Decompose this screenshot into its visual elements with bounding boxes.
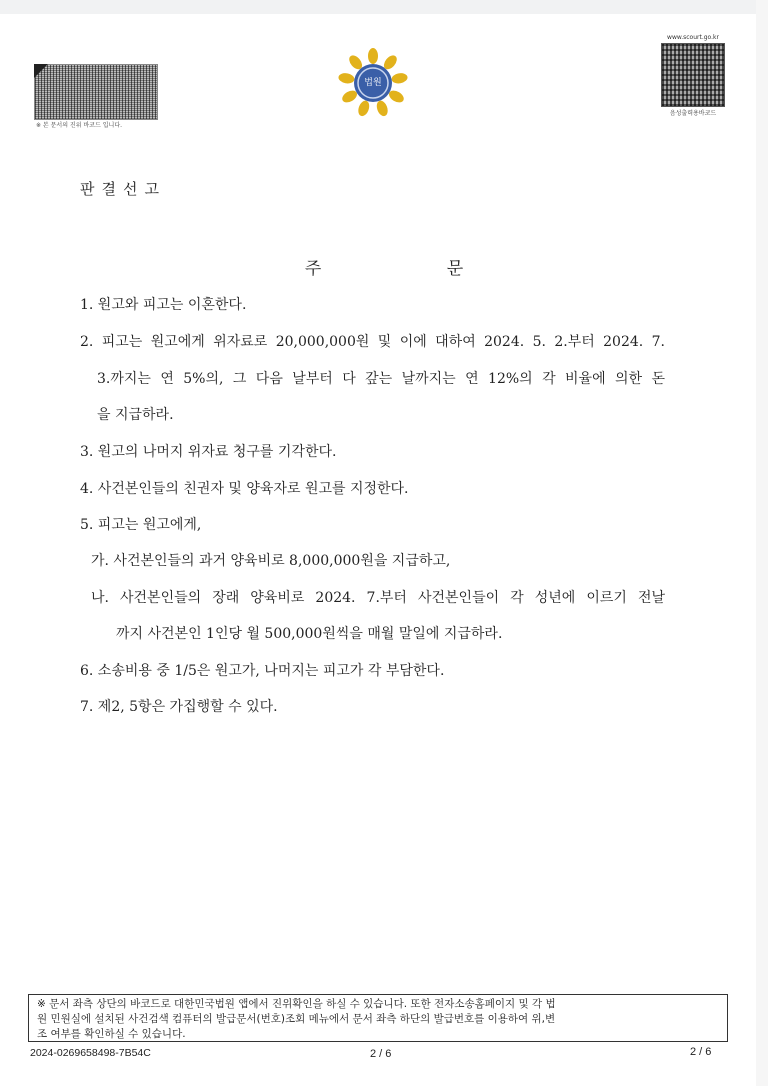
issue-number: 2024-0269658498-7B54C <box>30 1047 151 1059</box>
barcode-corner-mark <box>34 64 48 78</box>
ruling-item-7: 7. 제2, 5항은 가집행할 수 있다. <box>80 699 278 715</box>
barcode-pattern <box>34 64 158 120</box>
ruling-item-2-line-3: 을 지급하라. <box>97 407 174 423</box>
scan-right-band <box>756 0 768 1086</box>
ruling-item-1: 1. 원고와 피고는 이혼한다. <box>80 297 247 313</box>
notice-line-3: 조 여부를 확인하실 수 있습니다. <box>37 1028 186 1040</box>
page-number-center: 2 / 6 <box>370 1048 392 1060</box>
scan-top-band <box>0 0 768 14</box>
page-number-right: 2 / 6 <box>690 1046 712 1058</box>
ruling-item-6: 6. 소송비용 중 1/5은 원고가, 나머지는 피고가 각 부담한다. <box>80 663 445 679</box>
qr-pattern <box>661 43 725 107</box>
notice-line-2: 원 민원실에 설치된 사건검색 컴퓨터의 발급문서(번호)조회 메뉴에서 문서 좌측 하단의 발급번호를 이용하여 위,변 <box>37 1013 556 1025</box>
court-emblem <box>337 48 409 118</box>
ruling-item-2-line-2: 3.까지는 연 5%의, 그 다음 날부터 다 갚는 날까지는 연 12%의 각 비율에 의한 돈 <box>97 371 665 387</box>
notice-line-1: ※ 문서 좌측 상단의 바코드로 대한민국법원 앱에서 진위확인을 하실 수 있습니다. 또한 전자소송홈페이지 및 각 법 <box>37 998 556 1010</box>
ruling-title: 주 문 <box>304 259 524 279</box>
verification-notice-box <box>28 994 728 1042</box>
ruling-item-3: 3. 원고의 나머지 위자료 청구를 기각한다. <box>80 444 337 460</box>
ruling-item-5-na-line-1: 나. 사건본인들의 장래 양육비로 2024. 7.부터 사건본인들이 각 성년에 이르기 전날 <box>91 590 665 606</box>
voice-output-barcode <box>658 34 728 118</box>
ruling-item-2-line-1: 2. 피고는 원고에게 위자료로 20,000,000원 및 이에 대하여 2024. 5. 2.부터 2024. 7. <box>80 334 665 350</box>
seal-text: 법원 <box>364 78 382 88</box>
judgment-announcement-label: 판결선고 <box>80 180 166 198</box>
ruling-item-5: 5. 피고는 원고에게, <box>80 517 202 533</box>
authenticity-barcode <box>34 64 156 129</box>
court-url: www.scourt.go.kr <box>667 34 719 41</box>
ruling-item-5-na-line-2: 까지 사건본인 1인당 월 500,000원씩을 매월 말일에 지급하라. <box>116 626 503 642</box>
barcode-caption: ※ 본 문서의 진위 바코드 입니다. <box>36 122 123 129</box>
qr-label: 음성출력용바코드 <box>669 110 717 117</box>
ruling-item-4: 4. 사건본인들의 친권자 및 양육자로 원고를 지정한다. <box>80 481 409 497</box>
ruling-item-5-ga: 가. 사건본인들의 과거 양육비로 8,000,000원을 지급하고, <box>91 553 451 569</box>
